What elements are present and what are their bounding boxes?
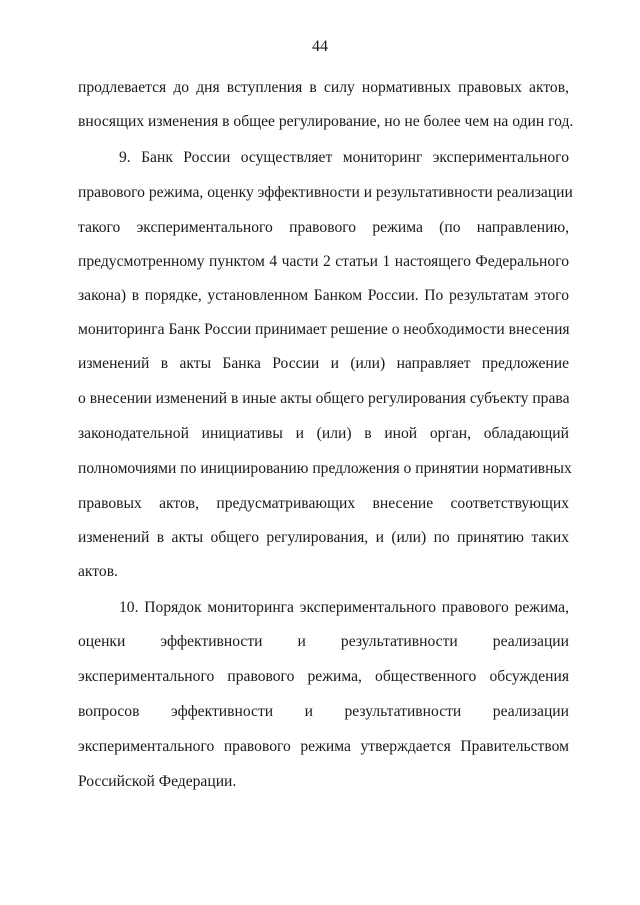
text-line: изменений в акты общего регулирования, и (или) по принятию таких xyxy=(78,529,569,546)
text-line: 9. Банк России осуществляет мониторинг экспериментального xyxy=(119,149,569,166)
page-number: 44 xyxy=(312,38,328,55)
text-line: вносящих изменения в общее регулирование, но не более чем на один год. xyxy=(78,113,574,130)
text-line: предусмотренному пунктом 4 части 2 статьи 1 настоящего Федерального xyxy=(78,253,569,270)
text-line: такого экспериментального правового режима (по направлению, xyxy=(78,219,569,236)
text-line: оценки эффективности и результативности реализации xyxy=(78,633,569,650)
text-line: мониторинга Банк России принимает решение о необходимости внесения xyxy=(78,321,570,338)
text-line: о внесении изменений в иные акты общего регулирования субъекту права xyxy=(78,390,570,407)
text-line: правовых актов, предусматривающих внесение соответствующих xyxy=(78,495,569,512)
text-line: продлевается до дня вступления в силу нормативных правовых актов, xyxy=(78,79,569,96)
text-line: полномочиями по инициированию предложения о принятии нормативных xyxy=(78,460,572,477)
text-line: вопросов эффективности и результативности реализации xyxy=(78,703,569,720)
text-line: экспериментального правового режима утверждается Правительством xyxy=(78,738,569,755)
text-line: правового режима, оценку эффективности и результативности реализации xyxy=(78,184,573,201)
text-line: законодательной инициативы и (или) в иной орган, обладающий xyxy=(78,425,569,442)
text-line: изменений в акты Банка России и (или) направляет предложение xyxy=(78,355,569,372)
text-line: 10. Порядок мониторинга экспериментального правового режима, xyxy=(119,599,569,616)
text-line: Российской Федерации. xyxy=(78,773,237,790)
text-line: актов. xyxy=(78,563,118,580)
text-line: экспериментального правового режима, общественного обсуждения xyxy=(78,668,569,685)
text-line: закона) в порядке, установленном Банком России. По результатам этого xyxy=(78,287,569,304)
